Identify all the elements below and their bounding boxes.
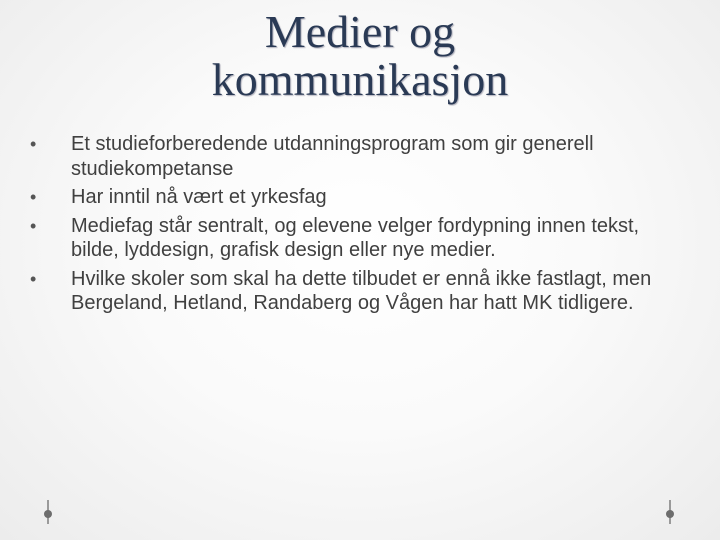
bullet-text: Har inntil nå vært et yrkesfag [71,186,327,208]
bullet-text: Mediefag står sentralt, og elevene velger fordypning innen tekst, bilde, lyddesign, grafisk design eller nye medier. [71,214,640,261]
bullet-dot-icon: • [30,134,37,154]
bullet-dot-icon: • [30,268,37,289]
bullet-item [30,214,680,263]
corner-ornament-left-icon [45,500,51,530]
bullet-dot-icon: • [30,187,37,207]
bullet-dot-icon: • [30,215,37,236]
bullet-text: Et studieforberedende utdanningsprogram som gir generell studiekompetanse [71,133,594,180]
bullet-text: Hvilke skoler som skal ha dette tilbudet er ennå ikke fastlagt, men Bergeland, Hetland, Randaberg og Vågen har hatt MK tidligere. [71,267,652,314]
bullet-item [30,132,680,181]
bullet-item [30,185,680,210]
bullet-list [30,132,680,320]
bullet-item [30,267,680,316]
corner-ornament-right-icon [667,500,673,530]
slide-title [60,8,660,104]
title-line-1: Medier og [264,6,456,57]
title-line-2: kommunikasjon [211,54,509,105]
